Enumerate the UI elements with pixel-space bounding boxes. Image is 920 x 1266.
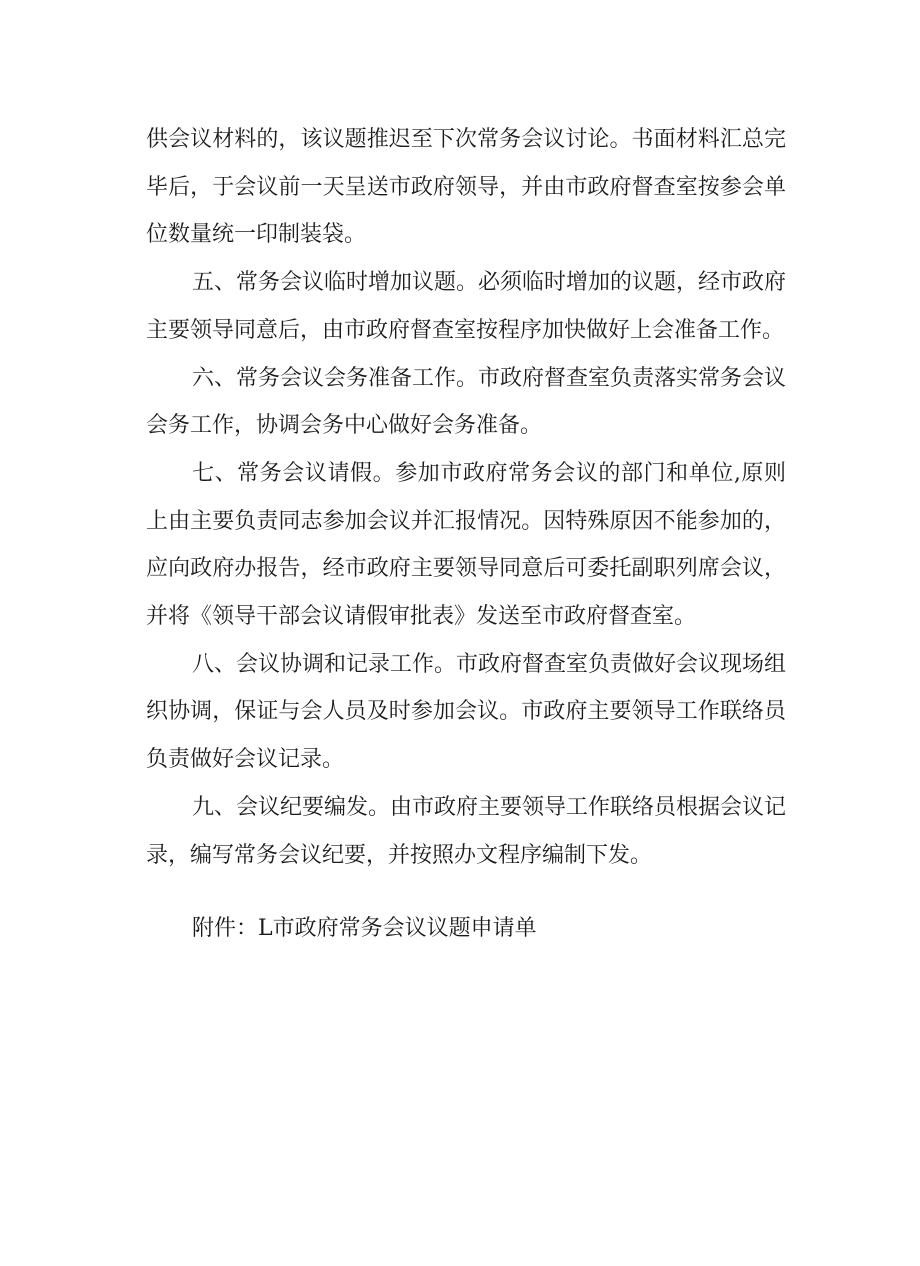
paragraph-item-7: 七、常务会议请假。参加市政府常务会议的部门和单位,原则上由主要负责同志参加会议并汇报情况。因特殊原因不能参加的，应向政府办报告，经市政府主要领导同意后可委托副职列席会议，并将《领导干部会议请假审批表》发送至市政府督查室。 xyxy=(146,460,786,630)
document-body xyxy=(146,116,786,879)
paragraph-item-9: 九、会议纪要编发。由市政府主要领导工作联络员根据会议记录，编写常务会议纪要，并按照办文程序编制下发。 xyxy=(146,794,787,868)
paragraph-item-8: 八、会议协调和记录工作。市政府督查室负责做好会议现场组织协调，保证与会人员及时参加会议。市政府主要领导工作联络员负责做好会议记录。 xyxy=(146,651,787,773)
paragraph-item-5: 五、常务会议临时增加议题。必须临时增加的议题，经市政府主要领导同意后，由市政府督查室按程序加快做好上会准备工作。 xyxy=(146,270,787,343)
attachment-line: 附件：L市政府常务会议议题申请单 xyxy=(192,916,537,941)
paragraph-item-6: 六、常务会议会务准备工作。市政府督查室负责落实常务会议会务工作，协调会务中心做好会务准备。 xyxy=(146,365,787,439)
paragraph-continuation: 供会议材料的，该议题推迟至下次常务会议讨论。书面材料汇总完毕后，于会议前一天呈送市政府领导，并由市政府督查室按参会单位数量统一印制装袋。 xyxy=(146,127,786,248)
